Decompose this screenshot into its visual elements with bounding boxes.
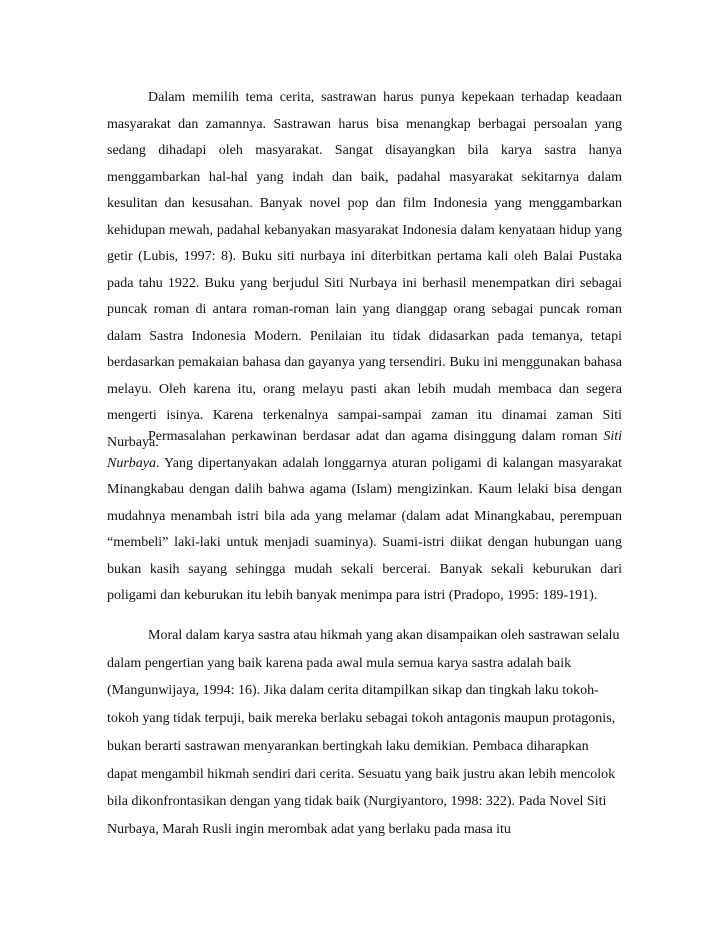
- paragraph-block-1: [107, 85, 622, 456]
- paragraph-2-lead: Permasalahan perkawinan berdasar adat dan agama disinggung dalam roman: [148, 429, 604, 444]
- paragraph-3: Moral dalam karya sastra atau hikmah yang akan disampaikan oleh sastrawan selalu dalam pengertian yang baik karena pada awal mula semua karya sastra adalah baik (Mangunwijaya, 1994: 16). Jika dalam cerita ditampilkan sikap dan tingkah laku tokoh-tokoh yang tidak terpuji, baik mereka berlaku sebagai tokoh antagonis maupun protagonis, bukan berarti sastrawan menyarankan bertingkah laku demikian. Pembaca diharapkan dapat mengambil hikmah sendiri dari cerita. Sesuatu yang baik justru akan lebih mencolok bila dikonfrontasikan dengan yang tidak baik (Nurgiyantoro, 1998: 322). Pada Novel Siti Nurbaya, Marah Rusli ingin merombak adat yang berlaku pada masa itu: [107, 628, 620, 837]
- paragraph-2: [107, 424, 622, 610]
- paragraph-1: Dalam memilih tema cerita, sastrawan harus punya kepekaan terhadap keadaan masyarakat dan zamannya. Sastrawan harus bisa menangkap berbagai persoalan yang sedang dihadapi oleh masyarakat. Sangat disayangkan bila karya sastra hanya menggambarkan hal-hal yang indah dan baik, padahal masyarakat sekitarnya dalam kesulitan dan kesusahan. Banyak novel pop dan film Indonesia yang menggambarkan kehidupan mewah, padahal kebanyakan masyarakat Indonesia dalam kenyataan hidup yang getir (Lubis, 1997: 8). Buku siti nurbaya ini diterbitkan pertama kali oleh Balai Pustaka pada tahu 1922. Buku yang berjudul Siti Nurbaya ini berhasil menempatkan diri sebagai puncak roman di antara roman-roman lain yang dianggap orang sebagai puncak roman dalam Sastra Indonesia Modern. Penilaian itu tidak didasarkan pada temanya, tetapi berdasarkan pemakaian bahasa dan gayanya yang tersendiri. Buku ini menggunakan bahasa melayu. Oleh karena itu, orang melayu pasti akan lebih mudah membaca dan segera mengerti isinya. Karena terkenalnya sampai-sampai zaman itu dinamai zaman Siti Nurbaya.: [107, 90, 622, 450]
- novel-title: Siti Nurbaya: [107, 429, 622, 471]
- paragraph-block-3: [107, 622, 622, 844]
- paragraph-2-rest: . Yang dipertanyakan adalah longgarnya aturan poligami di kalangan masyarakat Minangkabau dengan dalih bahwa agama (Islam) mengizinkan. Kaum lelaki bisa dengan mudahnya menambah istri bila ada yang melamar (dalam adat Minangkabau, perempuan “membeli” laki-laki untuk menjadi suaminya). Suami-istri diikat dengan hubungan uang bukan kasih sayang sehingga mudah sekali bercerai. Banyak sekali keburukan dari poligami dan keburukan itu lebih banyak menimpa para istri (Pradopo, 1995: 189-191).: [107, 455, 622, 603]
- paragraph-block-2: [107, 424, 622, 610]
